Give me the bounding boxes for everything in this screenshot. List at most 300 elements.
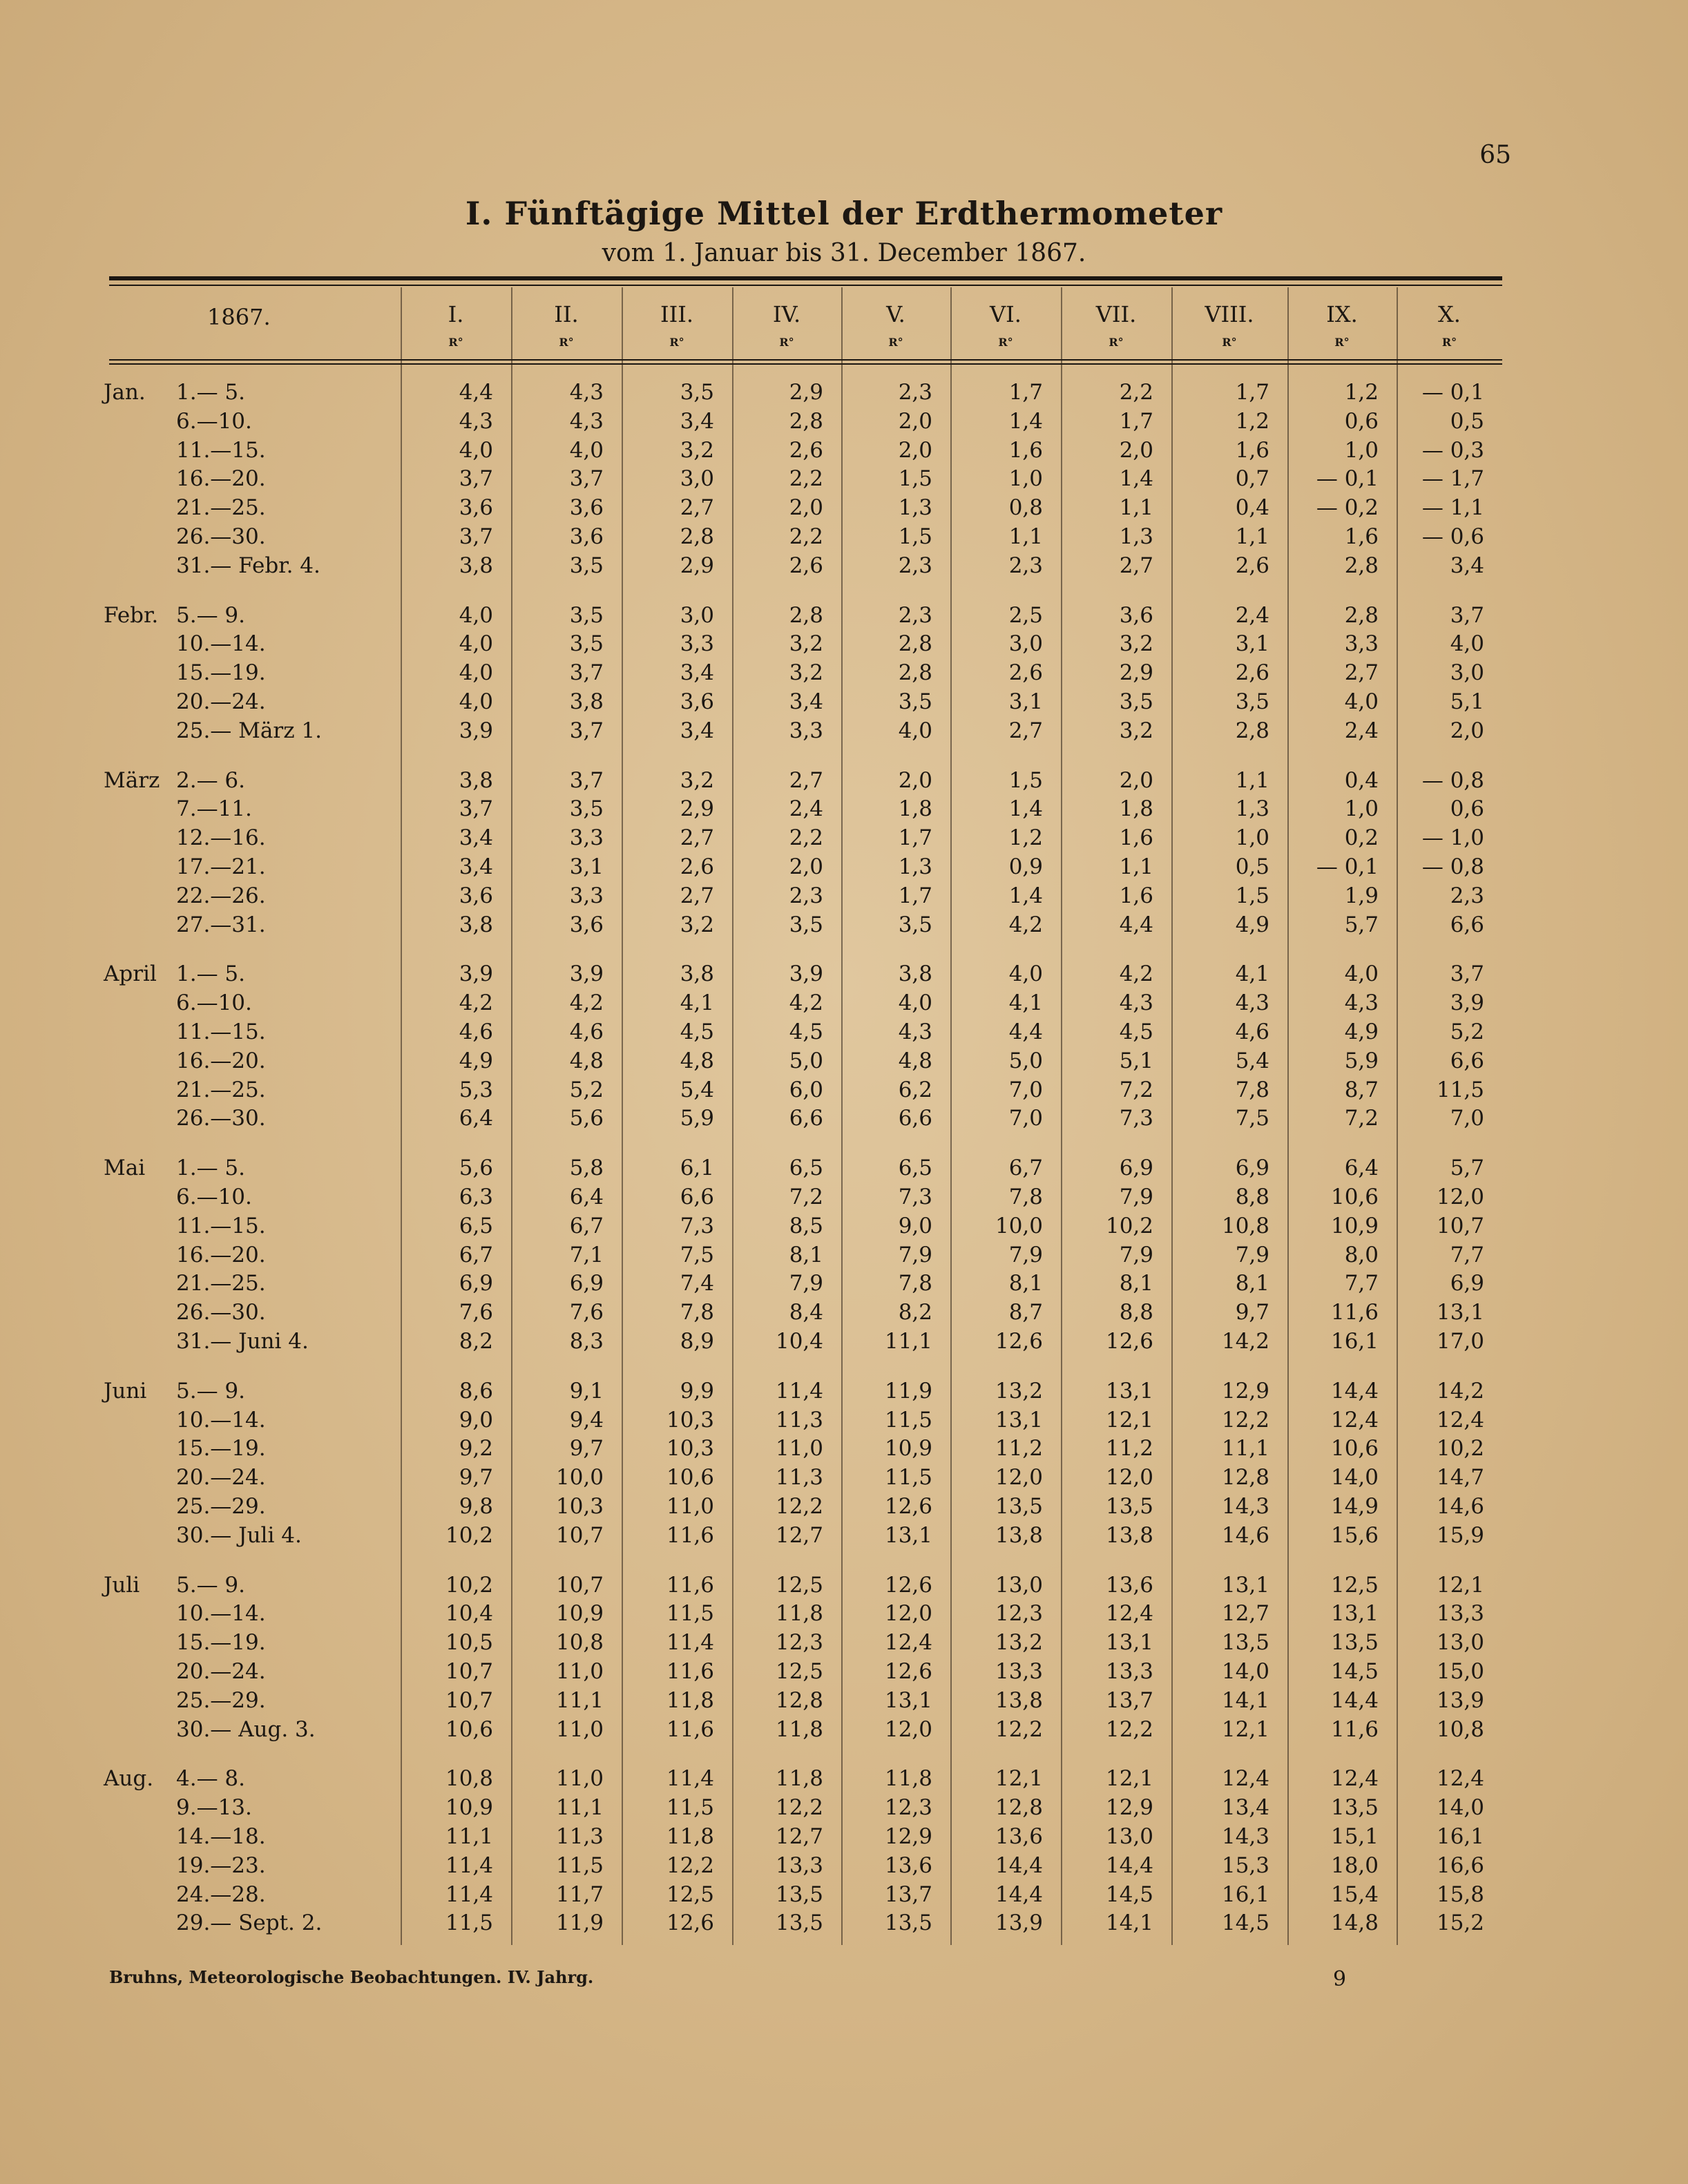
table-cell: 14,3: [1221, 1824, 1269, 1849]
row-month: März: [104, 767, 160, 793]
table-cell: 3,2: [680, 437, 714, 463]
column-unit: R°: [1109, 336, 1124, 349]
row-days: 30.— Juli 4.: [176, 1522, 302, 1548]
table-cell: 2,8: [789, 408, 823, 434]
table-cell: 3,9: [459, 961, 493, 987]
column-header: [1061, 301, 1171, 356]
table-cell: 6,4: [459, 1106, 493, 1131]
table-cell: 3,1: [1235, 631, 1269, 657]
column-header: [1397, 301, 1502, 356]
table-cell: 6,4: [1344, 1156, 1379, 1181]
table-cell: 3,7: [569, 466, 604, 492]
table-cell: 8,2: [898, 1300, 932, 1325]
table-cell: 16,1: [1221, 1881, 1269, 1907]
table-cell: 4,9: [459, 1048, 493, 1073]
table-cell: 12,5: [666, 1881, 714, 1907]
table-cell: 13,9: [1436, 1687, 1484, 1713]
table-cell: — 0,1: [1316, 466, 1379, 492]
table-cell: 4,1: [1008, 990, 1043, 1016]
table-cell: 12,3: [775, 1630, 823, 1656]
table-cell: 7,6: [569, 1300, 604, 1325]
table-cell: 2,2: [1119, 380, 1153, 405]
table-cell: 2,3: [1450, 883, 1484, 908]
table-cell: 0,7: [1235, 466, 1269, 492]
row-days: 20.—24.: [176, 1659, 266, 1684]
row-month: April: [104, 961, 157, 987]
table-cell: 3,3: [1344, 631, 1379, 657]
table-cell: 4,0: [898, 718, 932, 743]
table-cell: 7,8: [898, 1271, 932, 1296]
table-row: [0, 379, 1688, 407]
table-cell: 4,6: [459, 1019, 493, 1044]
table-cell: 8,8: [1119, 1300, 1153, 1325]
table-cell: 12,0: [1105, 1465, 1153, 1491]
table-cell: 2,2: [789, 466, 823, 492]
table-cell: 4,0: [569, 437, 604, 463]
table-row: [0, 1104, 1688, 1133]
table-cell: 4,0: [459, 437, 493, 463]
table-cell: 5,9: [1344, 1048, 1379, 1073]
table-cell: 10,5: [445, 1630, 493, 1656]
top-rule-thin: [109, 285, 1502, 286]
table-row: [0, 1018, 1688, 1046]
table-cell: 4,0: [459, 660, 493, 686]
table-cell: 14,4: [1330, 1378, 1379, 1404]
table-cell: 7,7: [1344, 1271, 1379, 1296]
table-cell: 16,1: [1330, 1329, 1379, 1354]
table-cell: 3,2: [1119, 631, 1153, 657]
table-cell: 10,8: [555, 1630, 604, 1656]
row-days: 5.— 9.: [176, 602, 246, 628]
table-cell: 9,9: [680, 1378, 714, 1404]
row-days: 16.—20.: [176, 1048, 266, 1073]
table-row: [0, 717, 1688, 745]
row-month: Juni: [104, 1378, 147, 1404]
table-cell: 4,0: [1344, 961, 1379, 987]
table-cell: 11,4: [445, 1881, 493, 1907]
table-cell: 2,8: [1235, 718, 1269, 743]
table-cell: 3,4: [680, 408, 714, 434]
table-cell: 0,5: [1235, 854, 1269, 879]
table-cell: 13,1: [1436, 1300, 1484, 1325]
table-cell: 11,7: [555, 1881, 604, 1907]
table-cell: 7,3: [680, 1213, 714, 1238]
table-cell: 11,5: [445, 1910, 493, 1936]
table-row: [0, 1909, 1688, 1937]
row-days: 11.—15.: [176, 1213, 266, 1238]
table-cell: 3,2: [789, 631, 823, 657]
table-cell: 4,0: [459, 602, 493, 628]
table-cell: 4,9: [1344, 1019, 1379, 1044]
table-cell: 6,6: [789, 1106, 823, 1131]
table-cell: 3,0: [1008, 631, 1043, 657]
table-cell: 12,6: [884, 1572, 932, 1598]
table-row: [0, 408, 1688, 436]
table-cell: 12,2: [1221, 1407, 1269, 1433]
table-cell: — 0,2: [1316, 495, 1379, 521]
table-cell: 2,8: [1344, 553, 1379, 578]
table-cell: 1,4: [1008, 408, 1043, 434]
table-cell: 14,0: [1436, 1795, 1484, 1821]
row-days: 14.—18.: [176, 1824, 266, 1849]
top-rule-thick: [109, 276, 1502, 280]
table-cell: 14,5: [1105, 1881, 1153, 1907]
table-cell: 8,5: [789, 1213, 823, 1238]
table-cell: 11,6: [666, 1572, 714, 1598]
table-cell: 3,8: [459, 767, 493, 793]
table-cell: 3,3: [569, 825, 604, 851]
row-days: 11.—15.: [176, 437, 266, 463]
table-cell: 10,8: [445, 1766, 493, 1792]
table-cell: 1,1: [1235, 767, 1269, 793]
table-cell: 11,5: [666, 1795, 714, 1821]
table-cell: 11,9: [884, 1378, 932, 1404]
table-row: [0, 1183, 1688, 1211]
table-cell: 9,7: [459, 1465, 493, 1491]
table-cell: 1,2: [1008, 825, 1043, 851]
table-cell: 0,4: [1235, 495, 1269, 521]
row-month: Febr.: [104, 602, 159, 628]
table-cell: 0,4: [1344, 767, 1379, 793]
table-cell: 13,0: [995, 1572, 1043, 1598]
table-cell: 4,3: [898, 1019, 932, 1044]
table-row: [0, 767, 1688, 795]
table-cell: 13,1: [1105, 1378, 1153, 1404]
table-cell: 7,5: [680, 1242, 714, 1267]
table-cell: 4,3: [459, 408, 493, 434]
table-cell: 2,3: [898, 602, 932, 628]
table-cell: 1,5: [1235, 883, 1269, 908]
table-cell: 6,2: [898, 1077, 932, 1102]
table-cell: 3,5: [569, 796, 604, 822]
table-cell: 7,9: [789, 1271, 823, 1296]
row-days: 7.—11.: [176, 796, 252, 822]
table-cell: 10,7: [1436, 1213, 1484, 1238]
table-cell: 6,3: [459, 1185, 493, 1209]
table-cell: 16,6: [1436, 1852, 1484, 1878]
table-cell: 1,5: [898, 466, 932, 492]
table-cell: 0,9: [1008, 854, 1043, 879]
table-cell: 13,3: [775, 1852, 823, 1878]
table-cell: 3,5: [569, 631, 604, 657]
table-cell: 1,3: [898, 854, 932, 879]
table-cell: 6,9: [1450, 1271, 1484, 1296]
row-days: 1.— 5.: [176, 1156, 246, 1181]
table-cell: 6,6: [1450, 912, 1484, 937]
row-days: 1.— 5.: [176, 380, 246, 405]
table-cell: 2,4: [1344, 718, 1379, 743]
table-cell: 5,1: [1450, 689, 1484, 714]
table-cell: 2,6: [1235, 553, 1269, 578]
table-cell: 9,7: [1235, 1300, 1269, 1325]
table-cell: 8,4: [789, 1300, 823, 1325]
table-cell: 12,1: [1221, 1716, 1269, 1742]
table-cell: 8,1: [789, 1242, 823, 1267]
table-cell: 0,5: [1450, 408, 1484, 434]
table-cell: 1,1: [1008, 524, 1043, 549]
table-cell: 12,7: [775, 1522, 823, 1548]
table-cell: 4,0: [459, 631, 493, 657]
table-cell: 11,6: [1330, 1716, 1379, 1742]
table-cell: 7,9: [898, 1242, 932, 1267]
table-cell: 11,0: [775, 1436, 823, 1462]
table-cell: 4,0: [1344, 689, 1379, 714]
table-cell: 10,2: [445, 1522, 493, 1548]
table-cell: 12,1: [1105, 1407, 1153, 1433]
table-cell: 4,3: [569, 380, 604, 405]
table-cell: 11,0: [666, 1494, 714, 1519]
table-cell: 13,3: [1105, 1659, 1153, 1684]
table-cell: 2,0: [1119, 767, 1153, 793]
table-cell: 10,0: [995, 1213, 1043, 1238]
table-cell: 13,0: [1436, 1630, 1484, 1656]
table-cell: 8,8: [1235, 1185, 1269, 1209]
table-cell: 12,9: [884, 1824, 932, 1849]
table-cell: 2,9: [680, 796, 714, 822]
table-cell: 2,4: [789, 796, 823, 822]
table-cell: 3,5: [1235, 689, 1269, 714]
table-cell: 10,7: [555, 1572, 604, 1598]
table-row: [0, 1406, 1688, 1435]
table-cell: 11,0: [555, 1766, 604, 1792]
table-cell: 3,0: [1450, 660, 1484, 686]
table-cell: 2,6: [680, 854, 714, 879]
table-cell: 10,6: [666, 1465, 714, 1491]
table-cell: 12,5: [775, 1572, 823, 1598]
table-cell: 12,5: [1330, 1572, 1379, 1598]
table-cell: 7,3: [1119, 1106, 1153, 1131]
table-cell: 3,0: [680, 466, 714, 492]
table-cell: 1,7: [1235, 380, 1269, 405]
table-cell: 2,7: [680, 825, 714, 851]
table-cell: 7,2: [1344, 1106, 1379, 1131]
table-cell: 7,9: [1235, 1242, 1269, 1267]
table-cell: 12,4: [884, 1630, 932, 1656]
table-cell: 11,2: [995, 1436, 1043, 1462]
table-cell: 4,0: [898, 990, 932, 1016]
table-cell: 7,8: [1235, 1077, 1269, 1102]
table-cell: 3,7: [569, 718, 604, 743]
table-row: [0, 853, 1688, 881]
table-cell: 15,2: [1436, 1910, 1484, 1936]
table-cell: 14,1: [1105, 1910, 1153, 1936]
row-days: 31.— Juni 4.: [176, 1329, 309, 1354]
table-cell: — 1,7: [1421, 466, 1484, 492]
row-days: 5.— 9.: [176, 1378, 246, 1404]
row-days: 25.— März 1.: [176, 718, 322, 743]
table-cell: 14,4: [1105, 1852, 1153, 1878]
table-cell: 4,5: [680, 1019, 714, 1044]
table-cell: 4,9: [1235, 912, 1269, 937]
row-days: 27.—31.: [176, 912, 266, 937]
table-cell: 13,2: [995, 1378, 1043, 1404]
table-cell: 4,2: [789, 990, 823, 1016]
table-cell: 3,5: [569, 602, 604, 628]
table-cell: 12,8: [1221, 1465, 1269, 1491]
table-cell: 4,2: [1119, 961, 1153, 987]
table-row: [0, 1881, 1688, 1909]
table-cell: 15,1: [1330, 1824, 1379, 1849]
table-cell: 11,8: [666, 1687, 714, 1713]
table-cell: 12,4: [1105, 1601, 1153, 1627]
table-cell: 7,5: [1235, 1106, 1269, 1131]
table-cell: 11,4: [666, 1766, 714, 1792]
table-row: [0, 1377, 1688, 1406]
table-cell: 10,9: [445, 1795, 493, 1821]
table-cell: 3,7: [459, 796, 493, 822]
table-cell: 7,1: [569, 1242, 604, 1267]
table-cell: 5,0: [1008, 1048, 1043, 1073]
table-cell: 12,5: [775, 1659, 823, 1684]
table-cell: 10,4: [775, 1329, 823, 1354]
footer-note: Bruhns, Meteorologische Beobachtungen. IV. Jahrg.: [109, 1967, 594, 1987]
table-cell: 12,3: [884, 1795, 932, 1821]
table-cell: 3,8: [459, 912, 493, 937]
table-cell: 12,2: [1105, 1716, 1153, 1742]
column-header-label: IX.: [1326, 301, 1358, 327]
table-cell: 8,2: [459, 1329, 493, 1354]
table-cell: 11,1: [555, 1795, 604, 1821]
table-cell: 5,4: [1235, 1048, 1269, 1073]
table-cell: 2,9: [680, 553, 714, 578]
table-cell: 12,4: [1330, 1407, 1379, 1433]
table-cell: 4,3: [1235, 990, 1269, 1016]
table-cell: 3,2: [1119, 718, 1153, 743]
table-cell: 6,6: [680, 1185, 714, 1209]
table-row: [0, 465, 1688, 493]
table-cell: 1,6: [1119, 883, 1153, 908]
row-days: 9.—13.: [176, 1795, 252, 1821]
table-cell: 8,1: [1235, 1271, 1269, 1296]
table-cell: — 0,6: [1421, 524, 1484, 549]
table-cell: 6,5: [789, 1156, 823, 1181]
table-cell: 2,6: [1008, 660, 1043, 686]
table-row: [0, 795, 1688, 823]
row-days: 21.—25.: [176, 1271, 266, 1296]
table-cell: 3,1: [569, 854, 604, 879]
table-cell: 11,5: [1436, 1077, 1484, 1102]
table-cell: 10,4: [445, 1601, 493, 1627]
table-cell: 3,5: [898, 689, 932, 714]
table-cell: 11,9: [555, 1910, 604, 1936]
table-cell: 12,8: [775, 1687, 823, 1713]
row-days: 22.—26.: [176, 883, 266, 908]
row-month: Mai: [104, 1156, 146, 1181]
table-cell: 2,7: [680, 883, 714, 908]
row-days: 16.—20.: [176, 466, 266, 492]
table-cell: 11,5: [666, 1601, 714, 1627]
table-cell: 12,6: [995, 1329, 1043, 1354]
table-cell: 13,8: [1105, 1522, 1153, 1548]
table-cell: 10,2: [1105, 1213, 1153, 1238]
table-row: [0, 1765, 1688, 1793]
table-cell: 13,5: [1330, 1795, 1379, 1821]
table-row: [0, 1794, 1688, 1822]
table-cell: 3,5: [680, 380, 714, 405]
table-cell: 2,8: [1344, 602, 1379, 628]
table-cell: 11,3: [775, 1465, 823, 1491]
table-cell: 12,0: [1436, 1185, 1484, 1209]
column-header: [841, 301, 950, 356]
table-cell: 11,6: [666, 1522, 714, 1548]
table-cell: 13,3: [1436, 1601, 1484, 1627]
table-cell: 4,4: [1008, 1019, 1043, 1044]
table-row: [0, 1270, 1688, 1298]
table-cell: 14,5: [1330, 1659, 1379, 1684]
table-cell: 4,0: [459, 689, 493, 714]
header-year: 1867.: [207, 304, 271, 330]
table-cell: 14,4: [995, 1881, 1043, 1907]
row-month: Juli: [104, 1572, 140, 1598]
table-row: [0, 1571, 1688, 1600]
table-cell: 2,0: [898, 408, 932, 434]
table-cell: 12,4: [1436, 1407, 1484, 1433]
table-cell: 15,3: [1221, 1852, 1269, 1878]
header-rule-2: [109, 363, 1502, 365]
table-row: [0, 630, 1688, 658]
table-row: [0, 1493, 1688, 1521]
table-cell: 1,8: [1119, 796, 1153, 822]
table-cell: 4,8: [898, 1048, 932, 1073]
table-cell: 14,6: [1221, 1522, 1269, 1548]
table-cell: 14,0: [1221, 1659, 1269, 1684]
table-cell: 11,6: [1330, 1300, 1379, 1325]
table-cell: 7,0: [1008, 1106, 1043, 1131]
table-cell: 13,5: [775, 1881, 823, 1907]
row-days: 15.—19.: [176, 1630, 266, 1656]
column-header: [1171, 301, 1287, 356]
table-cell: 6,9: [569, 1271, 604, 1296]
table-cell: 10,3: [555, 1494, 604, 1519]
table-cell: 1,5: [1008, 767, 1043, 793]
table-row: [0, 1716, 1688, 1744]
table-cell: 2,3: [789, 883, 823, 908]
table-cell: 9,7: [569, 1436, 604, 1462]
table-cell: 1,6: [1235, 437, 1269, 463]
column-header: [511, 301, 622, 356]
table-cell: 3,6: [569, 524, 604, 549]
table-cell: 3,7: [459, 524, 493, 549]
row-days: 26.—30.: [176, 1106, 266, 1131]
table-row: [0, 552, 1688, 580]
table-cell: 12,8: [995, 1795, 1043, 1821]
table-cell: 3,4: [459, 854, 493, 879]
table-cell: 10,3: [666, 1407, 714, 1433]
table-cell: 12,2: [995, 1716, 1043, 1742]
table-cell: 3,9: [789, 961, 823, 987]
table-cell: 2,7: [1008, 718, 1043, 743]
table-row: [0, 1212, 1688, 1241]
table-row: [0, 1464, 1688, 1492]
table-cell: 13,1: [1105, 1630, 1153, 1656]
table-cell: 5,6: [569, 1106, 604, 1131]
row-month: Jan.: [104, 380, 146, 405]
table-cell: 12,0: [995, 1465, 1043, 1491]
table-cell: 10,8: [1436, 1716, 1484, 1742]
table-cell: 7,3: [898, 1185, 932, 1209]
table-cell: 4,6: [1235, 1019, 1269, 1044]
row-days: 6.—10.: [176, 408, 252, 434]
signature-mark: 9: [1333, 1967, 1347, 1991]
row-days: 29.— Sept. 2.: [176, 1910, 323, 1936]
column-unit: R°: [779, 336, 794, 349]
table-cell: 3,3: [789, 718, 823, 743]
table-cell: 3,1: [1008, 689, 1043, 714]
table-cell: 3,8: [459, 553, 493, 578]
table-cell: 2,2: [789, 524, 823, 549]
table-cell: 8,3: [569, 1329, 604, 1354]
table-cell: 7,6: [459, 1300, 493, 1325]
